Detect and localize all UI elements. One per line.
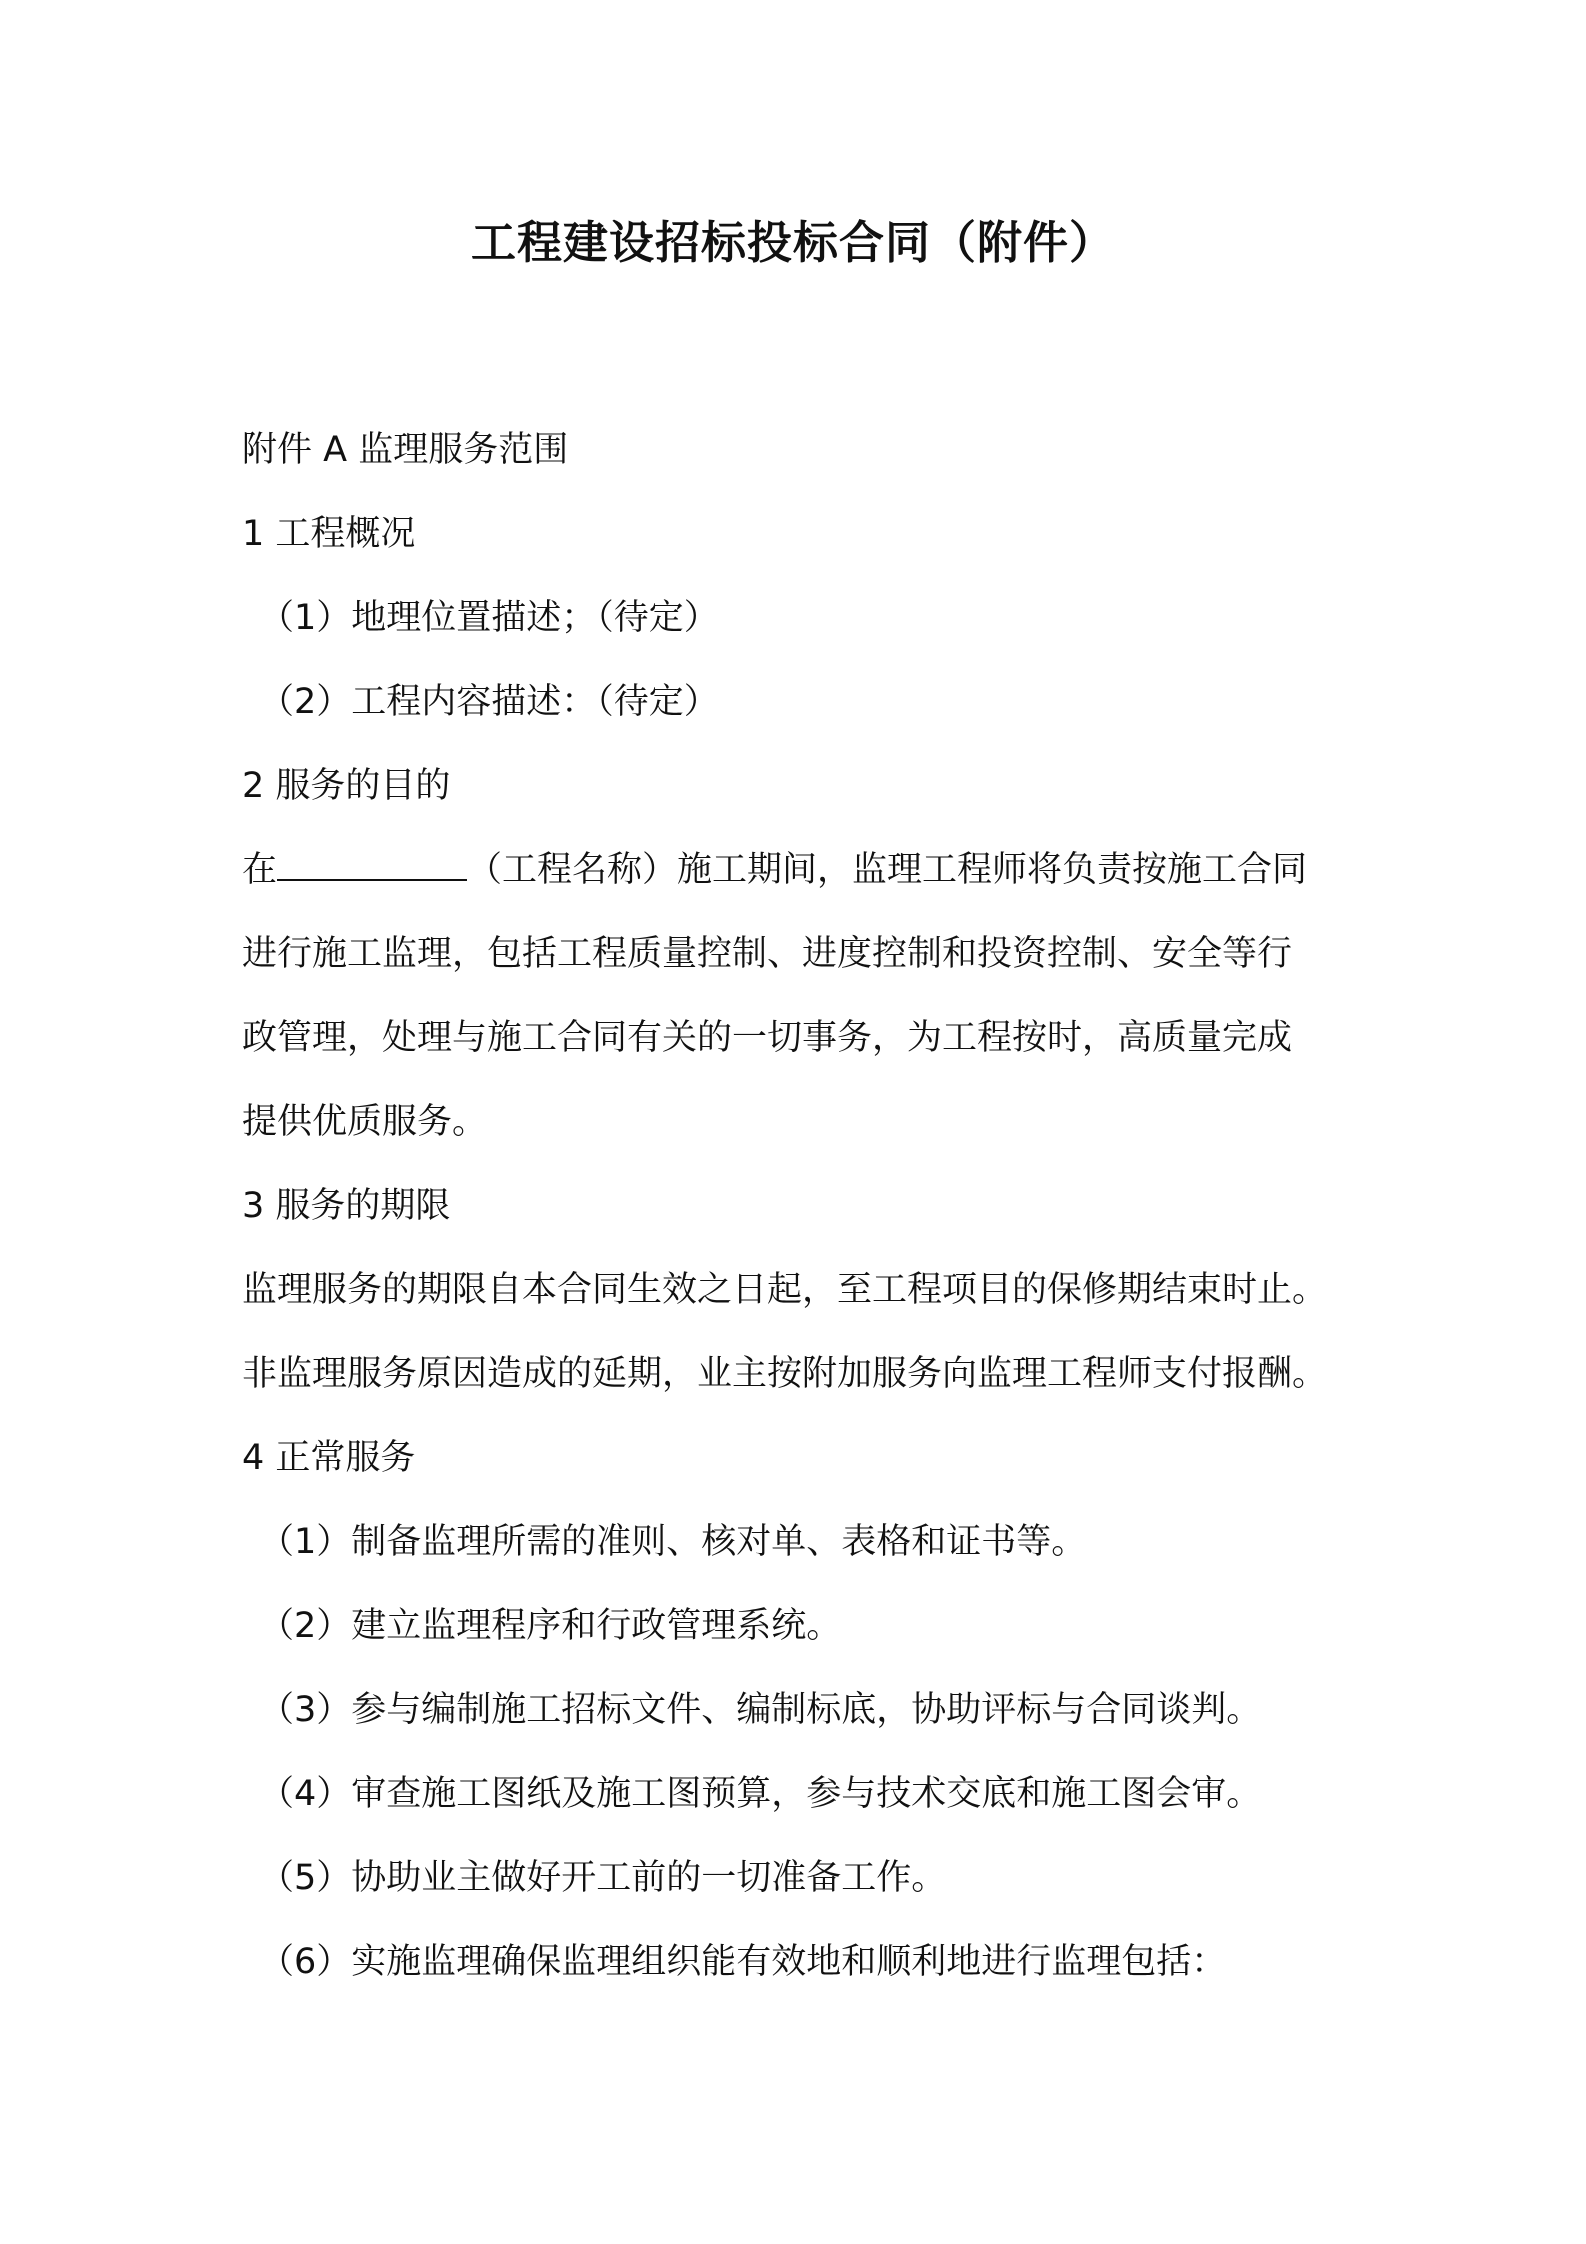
section-4-item-4: （4）审查施工图纸及施工图预算，参与技术交底和施工图会审。 [259,1774,1262,1814]
document-body [242,408,1362,2004]
section-3-paragraph-line-2: 非监理服务原因造成的延期，业主按附加服务向监理工程师支付报酬。 [242,1354,1328,1394]
section-2-paragraph-line-3: 政管理，处理与施工合同有关的一切事务，为工程按时，高质量完成 [242,1018,1293,1058]
section-4-item-5: （5）协助业主做好开工前的一切准备工作。 [259,1858,947,1898]
section-1-heading: 1 工程概况 [242,514,416,554]
section-4-item-2: （2）建立监理程序和行政管理系统。 [259,1606,842,1646]
appendix-heading: 附件 A 监理服务范围 [242,430,569,470]
section-3-paragraph-line-1: 监理服务的期限自本合同生效之日起，至工程项目的保修期结束时止。 [242,1270,1328,1310]
section-2-line-1-suffix: （工程名称）施工期间，监理工程师将负责按施工合同 [467,850,1308,890]
document-title: 工程建设招标投标合同（附件） [470,216,1115,269]
section-3-heading: 3 服务的期限 [242,1186,451,1226]
section-1-item-1: （1）地理位置描述；（待定） [259,598,719,638]
section-2-paragraph-line-1 [242,828,1362,912]
project-name-blank [277,849,467,881]
section-2-paragraph-line-4: 提供优质服务。 [242,1102,488,1142]
section-4-item-1: （1）制备监理所需的准则、核对单、表格和证书等。 [259,1522,1087,1562]
section-2-line-1-prefix: 在 [242,850,278,890]
section-4-item-6: （6）实施监理确保监理组织能有效地和顺利地进行监理包括： [259,1942,1227,1982]
section-4-heading: 4 正常服务 [242,1438,416,1478]
section-2-paragraph-line-2: 进行施工监理，包括工程质量控制、进度控制和投资控制、安全等行 [242,934,1293,974]
section-2-heading: 2 服务的目的 [242,766,451,806]
section-4-item-3: （3）参与编制施工招标文件、编制标底，协助评标与合同谈判。 [259,1690,1262,1730]
section-1-item-2: （2）工程内容描述：（待定） [259,682,719,722]
